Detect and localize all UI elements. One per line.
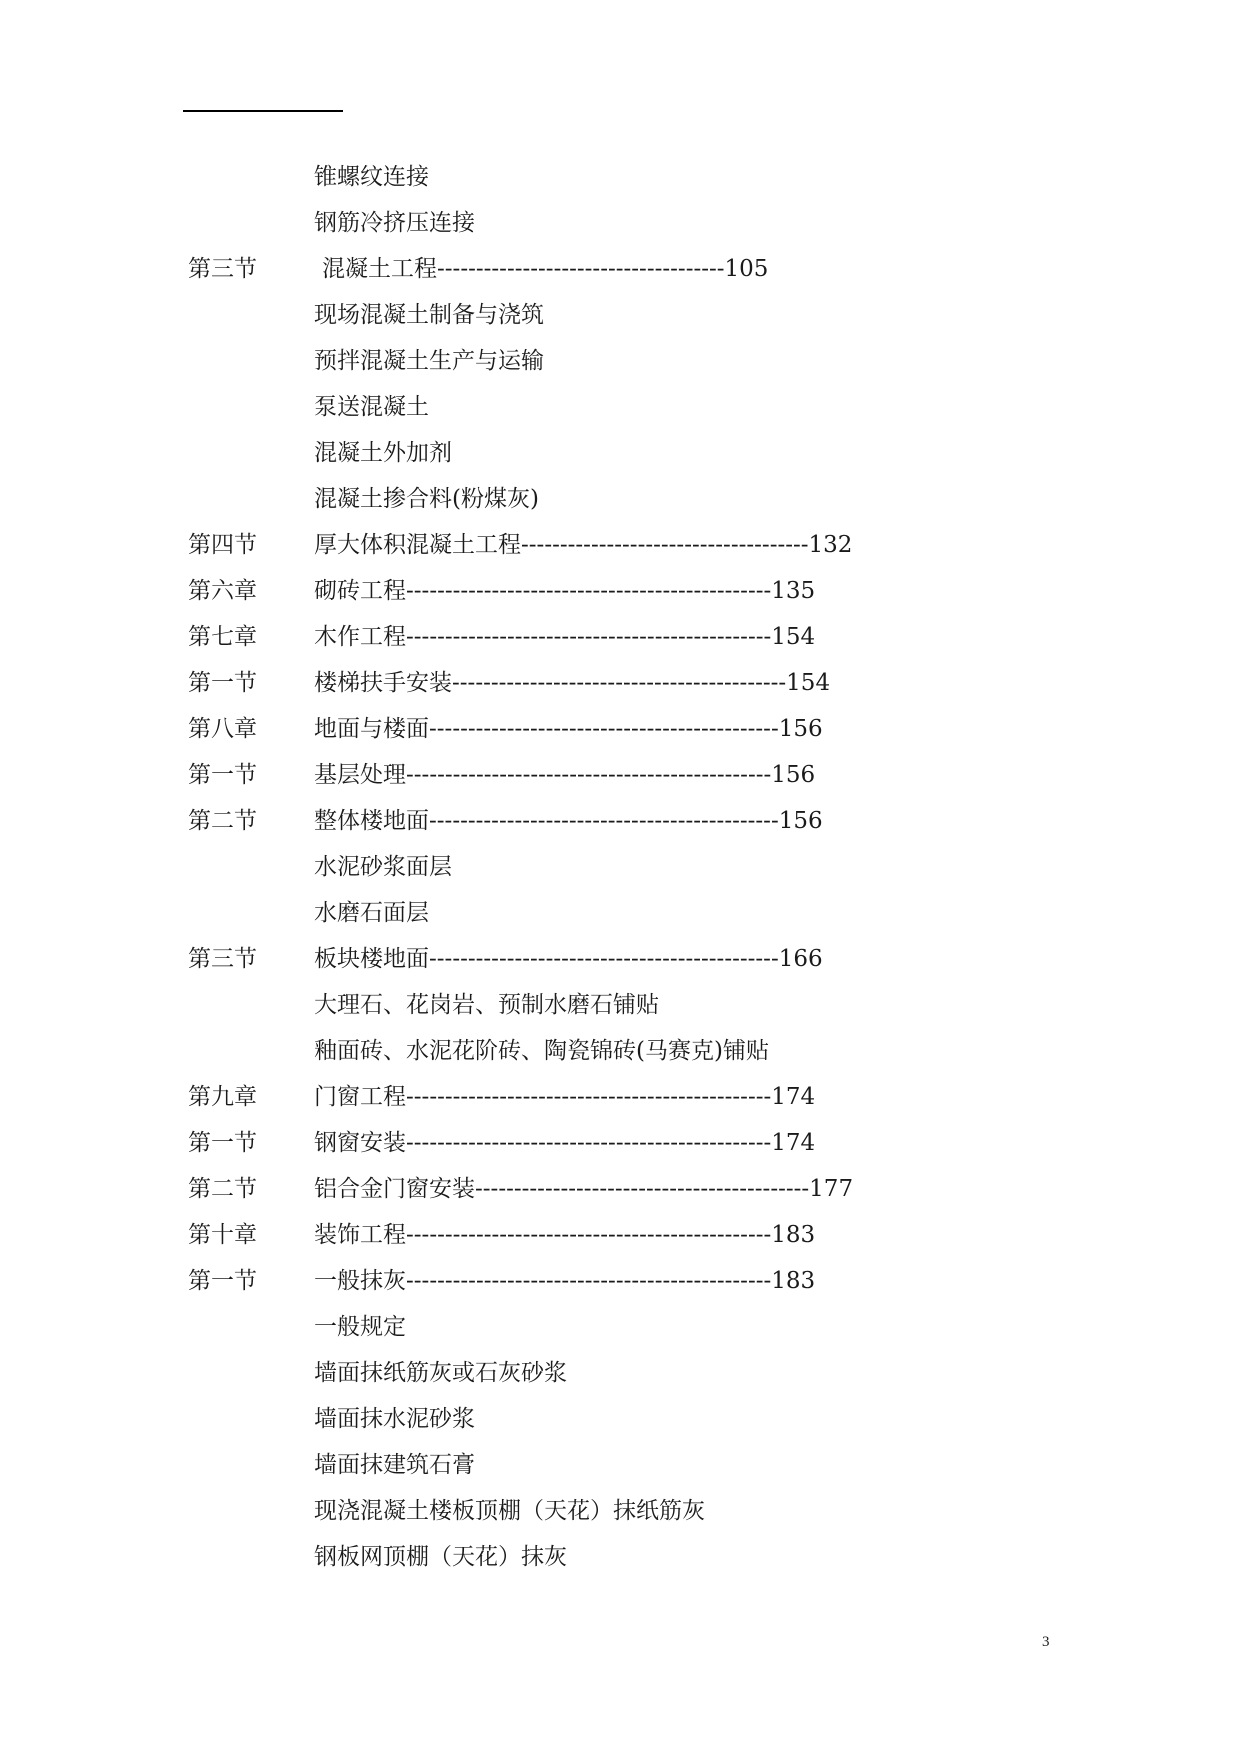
toc-entry-label: 第十章 xyxy=(188,1222,257,1248)
toc-entry-title: 混凝土工程-------------------------------------105 xyxy=(322,256,769,282)
toc-entry xyxy=(188,430,1088,476)
toc-entry-title: 现浇混凝土楼板顶棚（天花）抹纸筋灰 xyxy=(314,1498,705,1524)
toc-entry xyxy=(188,1120,1088,1166)
toc-entry xyxy=(188,246,1088,292)
toc-entry-title: 木作工程-----------------------------------------------154 xyxy=(314,624,816,650)
toc-entry-title: 水磨石面层 xyxy=(314,900,429,926)
toc-entry-title: 泵送混凝土 xyxy=(314,394,429,420)
toc-entry-title: 混凝土外加剂 xyxy=(314,440,452,466)
toc-entry-title: 门窗工程-----------------------------------------------174 xyxy=(314,1084,816,1110)
toc-entry xyxy=(188,384,1088,430)
toc-entry-title: 装饰工程-----------------------------------------------183 xyxy=(314,1222,816,1248)
toc-entry-title: 一般规定 xyxy=(314,1314,406,1340)
toc-entry xyxy=(188,154,1088,200)
toc-entry-title: 铝合金门窗安装-------------------------------------------177 xyxy=(314,1176,854,1202)
toc-entry xyxy=(188,522,1088,568)
toc-entry-title: 钢筋冷挤压连接 xyxy=(314,210,475,236)
toc-entry xyxy=(188,568,1088,614)
header-rule xyxy=(183,110,343,112)
toc-entry-title: 预拌混凝土生产与运输 xyxy=(314,348,544,374)
toc-entry-title: 混凝土掺合料(粉煤灰) xyxy=(314,486,539,512)
toc-entry-title: 地面与楼面---------------------------------------------156 xyxy=(314,716,823,742)
toc-entry xyxy=(188,292,1088,338)
toc-entry-title: 钢窗安装-----------------------------------------------174 xyxy=(314,1130,816,1156)
toc-entry-label: 第一节 xyxy=(188,670,257,696)
toc-entry-label: 第一节 xyxy=(188,1268,257,1294)
toc-entry-title: 整体楼地面---------------------------------------------156 xyxy=(314,808,823,834)
page-number: 3 xyxy=(1042,1634,1050,1650)
toc-entry xyxy=(188,1212,1088,1258)
toc-entry xyxy=(188,200,1088,246)
toc-entry-label: 第四节 xyxy=(188,532,257,558)
toc-entry xyxy=(188,476,1088,522)
toc-entry-title: 现场混凝土制备与浇筑 xyxy=(314,302,544,328)
toc-entry-label: 第九章 xyxy=(188,1084,257,1110)
toc-entry xyxy=(188,1028,1088,1074)
toc-entry xyxy=(188,1534,1088,1580)
toc-entry xyxy=(188,1442,1088,1488)
toc-entry xyxy=(188,614,1088,660)
toc-entry xyxy=(188,982,1088,1028)
toc-entry xyxy=(188,936,1088,982)
toc-entry xyxy=(188,1488,1088,1534)
toc-entry-title: 一般抹灰-----------------------------------------------183 xyxy=(314,1268,816,1294)
toc-entry xyxy=(188,1074,1088,1120)
toc-entry-title: 水泥砂浆面层 xyxy=(314,854,452,880)
toc-entry xyxy=(188,1396,1088,1442)
toc-entry xyxy=(188,1350,1088,1396)
toc-entry-title: 砌砖工程-----------------------------------------------135 xyxy=(314,578,816,604)
toc-entry-label: 第一节 xyxy=(188,762,257,788)
toc-entry xyxy=(188,1258,1088,1304)
toc-entry-label: 第二节 xyxy=(188,808,257,834)
toc-entry-title: 大理石、花岗岩、预制水磨石铺贴 xyxy=(314,992,659,1018)
toc-entry xyxy=(188,752,1088,798)
toc-entry-label: 第二节 xyxy=(188,1176,257,1202)
toc-entry-title: 墙面抹建筑石膏 xyxy=(314,1452,475,1478)
toc-entry-title: 墙面抹水泥砂浆 xyxy=(314,1406,475,1432)
toc-entry-title: 锥螺纹连接 xyxy=(314,164,429,190)
toc-entry-title: 楼梯扶手安装-------------------------------------------154 xyxy=(314,670,831,696)
toc-entry xyxy=(188,798,1088,844)
toc-entry-title: 基层处理-----------------------------------------------156 xyxy=(314,762,816,788)
toc-entry-title: 墙面抹纸筋灰或石灰砂浆 xyxy=(314,1360,567,1386)
toc-entry-label: 第一节 xyxy=(188,1130,257,1156)
toc-entry xyxy=(188,1166,1088,1212)
toc-entry-label: 第三节 xyxy=(188,946,257,972)
toc-entry-label: 第三节 xyxy=(188,256,257,282)
toc-entry xyxy=(188,890,1088,936)
toc-entry xyxy=(188,706,1088,752)
toc-entry xyxy=(188,844,1088,890)
toc-entry-label: 第八章 xyxy=(188,716,257,742)
toc-entry-label: 第七章 xyxy=(188,624,257,650)
toc-entry xyxy=(188,338,1088,384)
toc-entry-title: 钢板网顶棚（天花）抹灰 xyxy=(314,1544,567,1570)
toc-entry xyxy=(188,660,1088,706)
toc-entry-title: 釉面砖、水泥花阶砖、陶瓷锦砖(马赛克)铺贴 xyxy=(314,1038,769,1064)
toc-entry-title: 厚大体积混凝土工程-------------------------------------132 xyxy=(314,532,853,558)
toc-entry-title: 板块楼地面---------------------------------------------166 xyxy=(314,946,823,972)
toc-entry xyxy=(188,1304,1088,1350)
toc-entry-label: 第六章 xyxy=(188,578,257,604)
table-of-contents xyxy=(188,154,1088,1580)
